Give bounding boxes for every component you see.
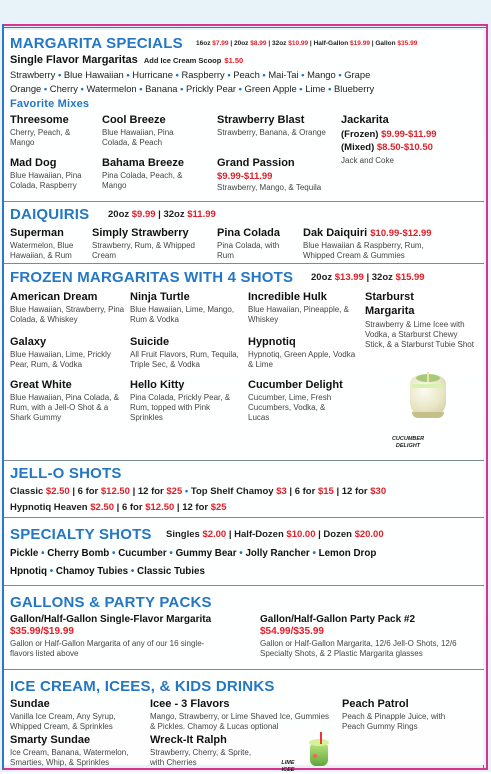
daiquiri-name: Pina Colada — [217, 227, 280, 239]
frozen-desc: Blue Hawaiian, Lime, Mango, Rum & Vodka — [130, 305, 235, 324]
section-title: FROZEN MARGARITAS WITH 4 SHOTS — [10, 269, 294, 286]
mix-desc: Strawberry, Banana, & Orange — [217, 128, 326, 137]
mix-desc: Cherry, Peach, & Mango — [10, 128, 71, 147]
frozen-desc: Blue Hawaiian, Pineapple, & Whiskey — [248, 305, 349, 324]
starburst-name-line-1: Starburst — [365, 291, 414, 303]
mix-name: Strawberry Blast — [217, 114, 305, 126]
specialty-list-line-2: Hpnotiq • Chamoy Tubies • Classic Tubies — [10, 566, 205, 577]
icecream-desc: Peach & Pinapple Juice, with Peach Gummy Rings — [342, 712, 446, 731]
party-pack-desc: Gallon or Half-Gallon Margarita, 12/6 Jell-O Shots, 12/6 Specialty Shots, & 2 Plastic Margarita glasses — [260, 639, 457, 658]
gallons-section — [4, 586, 484, 658]
icecream-name: Peach Patrol — [342, 698, 409, 710]
icecream-desc: Mango, Strawberry, or Lime Shaved Ice, Gummies & Pickles. Chamoy & Lucas optional — [150, 712, 330, 731]
mix-price: $9.99-$11.99 — [217, 171, 273, 182]
daiquiri-desc: Blue Hawaiian & Raspberry, Rum, Whipped Cream & Gummies — [303, 241, 424, 260]
mix-name: Cool Breeze — [102, 114, 166, 126]
flavor-list-line-1: Strawberry • Blue Hawaiian • Hurricane • Raspberry • Peach • Mai-Tai • Mango • Grape — [10, 69, 371, 80]
jackarita-name: Jackarita — [341, 114, 389, 126]
mix-name: Mad Dog — [10, 157, 57, 169]
frame-border-right-pink — [486, 24, 488, 770]
section-title: DAIQUIRIS — [10, 206, 90, 223]
section-title: ICE CREAM, ICEES, & KIDS DRINKS — [10, 678, 275, 695]
section-title: SPECIALTY SHOTS — [10, 526, 152, 543]
icecream-section — [4, 670, 484, 773]
frozen-desc: Blue Hawaiian, Lime, Prickly Pear, Rum, & Vodka — [10, 350, 111, 369]
frame-border-bottom-pink — [4, 768, 488, 770]
mix-name: Bahama Breeze — [102, 157, 184, 169]
frozen-name: Galaxy — [10, 336, 47, 348]
section-title: JELL-O SHOTS — [10, 465, 122, 482]
size-price-bar: 16oz $7.99 | 20oz $8.99 | 32oz $10.99 | Half-Gallon $19.99 | Gallon $35.99 — [196, 40, 418, 47]
specialty-section — [4, 518, 484, 584]
party-pack-name: Gallon/Half-Gallon Party Pack #2 — [260, 614, 416, 625]
daiquiri-name: Superman — [10, 227, 64, 239]
frozen-section — [4, 264, 484, 460]
frozen-desc: Blue Hawaiian, Strawberry, Pina Colada, & Whiskey — [10, 305, 125, 324]
jello-section — [4, 461, 484, 517]
lime-icee-photo — [308, 732, 332, 768]
frozen-name: Hello Kitty — [130, 379, 185, 391]
jackarita-desc: Jack and Coke — [341, 156, 394, 165]
margarita-section — [4, 30, 484, 200]
mix-desc: Pina Colada, Peach, & Mango — [102, 171, 183, 190]
cucumber-photo-caption: CUCUMBER DELIGHT — [391, 436, 425, 449]
frozen-name: American Dream — [10, 291, 98, 303]
icecream-name: Wreck-It Ralph — [150, 734, 227, 746]
frozen-name: Hypnotiq — [248, 336, 296, 348]
icecream-desc: Strawberry, Cherry, & Sprite, with Cherries — [150, 748, 252, 767]
gallon-single-desc: Gallon or Half-Gallon Margarita of any of our 16 single-flavors listed above — [10, 639, 205, 658]
frozen-name: Ninja Turtle — [130, 291, 190, 303]
daiquiri-name: Simply Strawberry — [92, 227, 189, 239]
section-title: GALLONS & PARTY PACKS — [10, 594, 212, 611]
mix-name: Grand Passion — [217, 157, 295, 169]
frame-border-top-blue — [4, 27, 486, 28]
starburst-name-line-2: Margarita — [365, 305, 415, 317]
gallon-single-price: $35.99/$19.99 — [10, 626, 74, 637]
party-pack-price: $54.99/$35.99 — [260, 626, 324, 637]
frame-border-top-pink — [4, 24, 486, 26]
icecream-name: Smarty Sundae — [10, 734, 91, 746]
daiquiri-desc: Watermelon, Blue Hawaiian, & Rum — [10, 241, 74, 260]
flavor-list-line-2: Orange • Cherry • Watermelon • Banana • Prickly Pear • Green Apple • Lime • Blueberry — [10, 83, 375, 94]
frozen-name: Great White — [10, 379, 72, 391]
lime-icee-caption: LIME ICEE — [281, 760, 295, 773]
daiquiri-dak: Dak Daiquiri $10.99-$12.99 — [303, 227, 432, 239]
frozen-desc: Pina Colada, Prickly Pear, & Rum, topped with Pink Sprinkles — [130, 393, 231, 422]
frozen-desc: Blue Hawaiian, Pina Colada, & Rum, with a Jell-O Shot & a Shark Gummy — [10, 393, 119, 422]
daiquiri-desc: Pina Colada, with Rum — [217, 241, 280, 260]
mix-name: Threesome — [10, 114, 69, 126]
favorite-mixes-heading: Favorite Mixes — [10, 98, 90, 110]
gallon-single-name: Gallon/Half-Gallon Single-Flavor Margarita — [10, 614, 212, 625]
frozen-name: Suicide — [130, 336, 170, 348]
icecream-name: Icee - 3 Flavors — [150, 698, 230, 710]
frozen-desc: Cucumber, Lime, Fresh Cucumbers, Vodka, & Lucas — [248, 393, 332, 422]
jackarita-mixed-price: (Mixed) $8.50-$10.50 — [341, 142, 433, 153]
mix-desc: Blue Hawaiian, Pina Colada, & Peach — [102, 128, 174, 147]
single-flavor-heading: Single Flavor Margaritas Add Ice Cream Scoop $1.50 — [10, 54, 244, 66]
specialty-prices: Singles $2.00 | Half-Dozen $10.00 | Dozen $20.00 — [166, 529, 384, 540]
jackarita-frozen-price: (Frozen) $9.99-$11.99 — [341, 129, 437, 140]
daiquiri-desc: Strawberry, Rum, & Whipped Cream — [92, 241, 195, 260]
specialty-list-line-1: Pickle • Cherry Bomb • Cucumber • Gummy Bear • Jolly Rancher • Lemon Drop — [10, 548, 377, 559]
mix-desc: Strawberry, Mango, & Tequila — [217, 183, 322, 192]
jello-prices-line-2: Hypnotiq Heaven $2.50 | 6 for $12.50 | 12 for $25 — [10, 502, 227, 513]
daiquiri-size-prices: 20oz $9.99 | 32oz $11.99 — [108, 209, 216, 220]
frozen-desc: All Fruit Flavors, Rum, Tequila, Triple Sec, & Vodka — [130, 350, 239, 369]
mix-desc: Blue Hawaiian, Pina Colada, Raspberry — [10, 171, 82, 190]
daiquiris-section — [4, 202, 484, 262]
menu — [4, 30, 484, 773]
section-title: MARGARITA SPECIALS — [10, 35, 183, 52]
frozen-name: Incredible Hulk — [248, 291, 327, 303]
icecream-desc: Vanilla Ice Cream, Any Syrup, Whipped Cream, & Sprinkles — [10, 712, 116, 731]
icecream-name: Sundae — [10, 698, 50, 710]
frozen-size-prices: 20oz $13.99 | 32oz $15.99 — [311, 272, 425, 283]
starburst-desc: Strawberry & Lime Icee with Vodka, a Starburst Chewy Stick, & a Starburst Tubie Shot — [365, 320, 474, 349]
frozen-desc: Hypnotiq, Green Apple, Vodka & Lime — [248, 350, 356, 369]
frozen-name: Cucumber Delight — [248, 379, 343, 391]
jello-prices-line-1: Classic $2.50 | 6 for $12.50 | 12 for $25 • Top Shelf Chamoy $3 | 6 for $15 | 12 for $30 — [10, 486, 387, 497]
icecream-desc: Ice Cream, Banana, Watermelon, Smarties, Whip, & Sprinkles — [10, 748, 129, 767]
